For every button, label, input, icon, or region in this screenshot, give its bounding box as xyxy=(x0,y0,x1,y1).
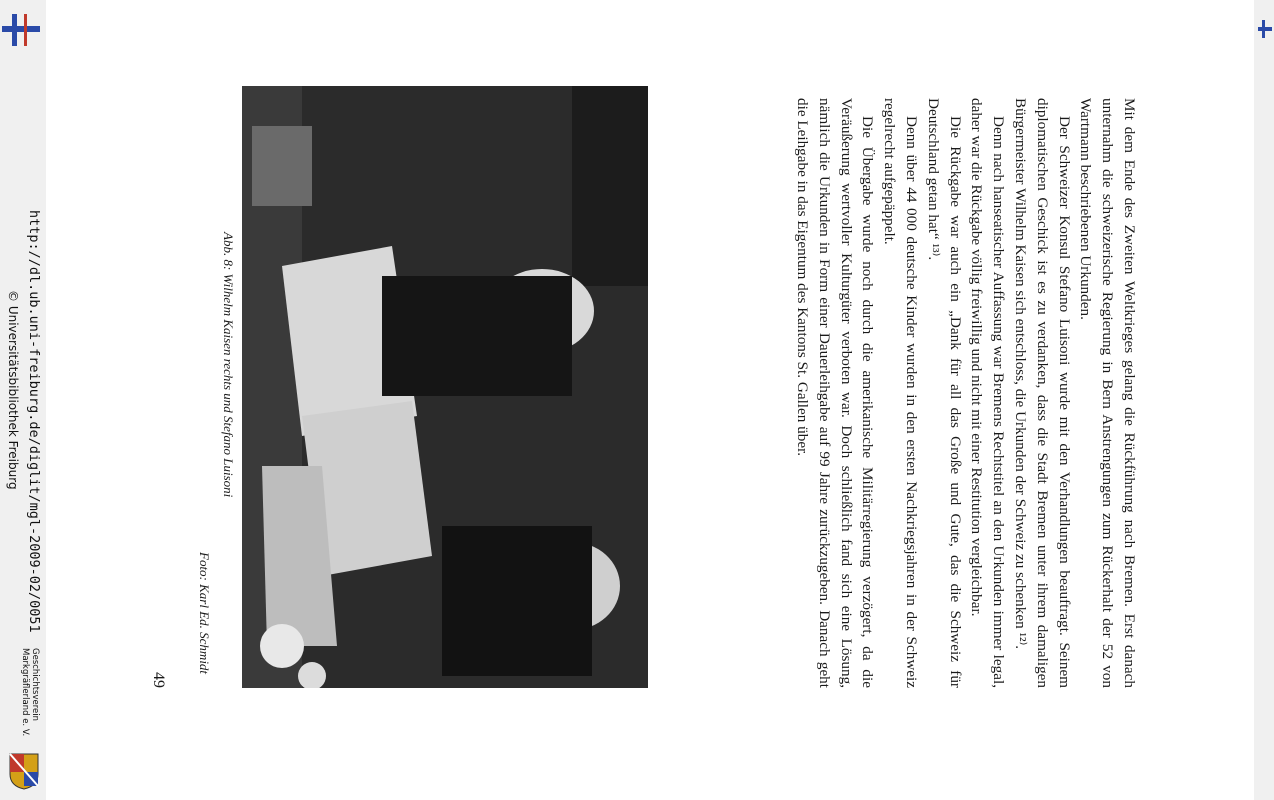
photo-credit: Foto: Karl Ed. Schmidt xyxy=(197,552,212,675)
viewer-menu-icon[interactable] xyxy=(2,10,40,50)
paragraph: Die Übergabe wurde noch durch die amerikanische Militärregierung verzögert, da die Veräußerung wertvoller Kulturgüter verboten war. Doch schließlich fand sich eine Lösung, nämlich die Urkunden in Form einer Dauerleihgabe auf 99 Jahre zurückzugeben. Danach geht die Leihgabe in das Eigentum des Kantons St. Gallen über. xyxy=(794,98,877,688)
article-body xyxy=(791,98,1140,688)
org-line: Markgräflerland e. V. xyxy=(20,648,30,737)
viewer-nav-icon[interactable] xyxy=(1258,20,1272,38)
paragraph: Die Rückgabe war auch ein „Dank für all das Große und Gute, das die Schweiz für Deutschland getan hat“ ¹³⁾. xyxy=(924,98,964,688)
paragraph: Denn über 44 000 deutsche Kinder wurden in den ersten Nachkriegsjahren in der Schweiz regelrecht aufgepäppelt. xyxy=(881,98,921,688)
paragraph: Der Schweizer Konsul Stefano Luisoni wurde mit den Verhandlungen beauftragt. Seinem diplomatischen Geschick ist es zu verdanken, dass die Stadt Bremen unter ihrem damaligen Bürgermeister Wilhelm Kaisen sich entschloss, die Urkunden der Schweiz zu schenken ¹²⁾. xyxy=(1012,98,1073,688)
copyright-notice: © Universitätsbibliothek Freiburg xyxy=(6,290,20,490)
paragraph: Mit dem Ende des Zweiten Weltkrieges gelang die Rückführung nach Bremen. Erst danach unternahm die schweizerische Regierung in Bern Anstrengungen zum Rückerhalt der 52 von Wartmann beschriebenen Urkunden. xyxy=(1077,98,1138,688)
organization-name xyxy=(20,648,40,736)
source-url[interactable]: http://dl.ub.uni-freiburg.de/diglit/mgl-2009-02/0051 xyxy=(26,210,42,633)
coat-of-arms-icon xyxy=(8,752,40,790)
paragraph: Denn nach hanseatischer Auffassung war Bremens Rechtstitel an den Urkunden immer legal, daher war die Rückgabe völlig freiwillig und nicht mit einer Restitution vergleichbar. xyxy=(968,98,1008,688)
historic-photograph xyxy=(242,86,648,688)
right-sidebar xyxy=(1253,0,1274,800)
figure-caption: Abb. 8: Wilhelm Kaisen rechts und Stefano Luisoni xyxy=(221,232,236,498)
org-line: Geschichtsverein xyxy=(30,648,40,722)
page-number: 49 xyxy=(150,672,167,688)
